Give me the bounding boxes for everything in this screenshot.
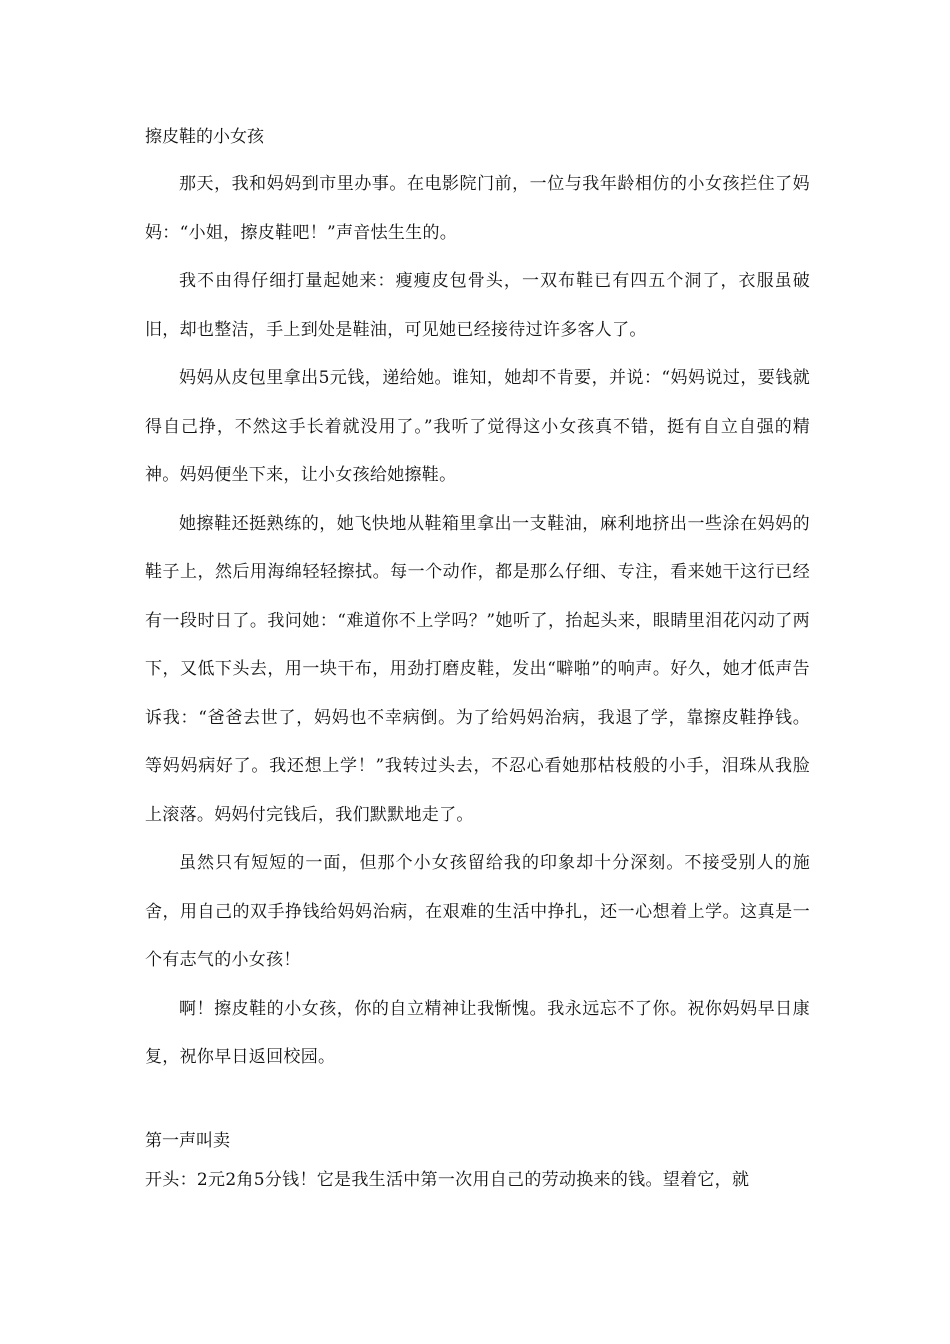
- article-1-title: 擦皮鞋的小女孩: [145, 127, 264, 147]
- document-page: [145, 118, 810, 1200]
- section-spacer: [145, 1082, 810, 1122]
- paragraph: 那天，我和妈妈到市里办事。在电影院门前，一位与我年龄相仿的小女孩拦住了妈妈：“小姐，擦皮鞋吧！”声音怯生生的。: [145, 174, 810, 243]
- paragraph: 啊！擦皮鞋的小女孩，你的自立精神让我惭愧。我永远忘不了你。祝你妈妈早日康复，祝你早日返回校园。: [145, 998, 810, 1067]
- paragraph: 虽然只有短短的一面，但那个小女孩留给我的印象却十分深刻。不接受别人的施舍，用自己的双手挣钱给妈妈治病，在艰难的生活中挣扎，还一心想着上学。这真是一个有志气的小女孩！: [145, 853, 810, 970]
- article-2-title: 第一声叫卖: [145, 1130, 230, 1151]
- article-2-opening: 开头：2元2角5分钱！它是我生活中第一次用自己的劳动换来的钱。望着它，就: [145, 1169, 750, 1190]
- paragraph: 她擦鞋还挺熟练的，她飞快地从鞋箱里拿出一支鞋油，麻利地挤出一些涂在妈妈的鞋子上，然后用海绵轻轻擦拭。每一个动作，都是那么仔细、专注，看来她干这行已经有一段时日了。我问她：“难道你不上学吗？”她听了，抬起头来，眼睛里泪花闪动了两下，又低下头去，用一块干布，用劲打磨皮鞋，发出“噼啪”的响声。好久，她才低声告诉我：“爸爸去世了，妈妈也不幸病倒。为了给妈妈治病，我退了学，靠擦皮鞋挣钱。等妈妈病好了。我还想上学！”我转过头去，不忍心看她那枯枝般的小手，泪珠从我脸上滚落。妈妈付完钱后，我们默默地走了。: [145, 513, 810, 825]
- paragraph: 妈妈从皮包里拿出5元钱，递给她。谁知，她却不肯要，并说：“妈妈说过，要钱就得自己挣，不然这手长着就没用了。”我听了觉得这小女孩真不错，挺有自立自强的精神。妈妈便坐下来，让小女孩给她擦鞋。: [145, 368, 810, 485]
- paragraph: 我不由得仔细打量起她来：瘦瘦皮包骨头，一双布鞋已有四五个洞了，衣服虽破旧，却也整洁，手上到处是鞋油，可见她已经接待过许多客人了。: [145, 271, 810, 340]
